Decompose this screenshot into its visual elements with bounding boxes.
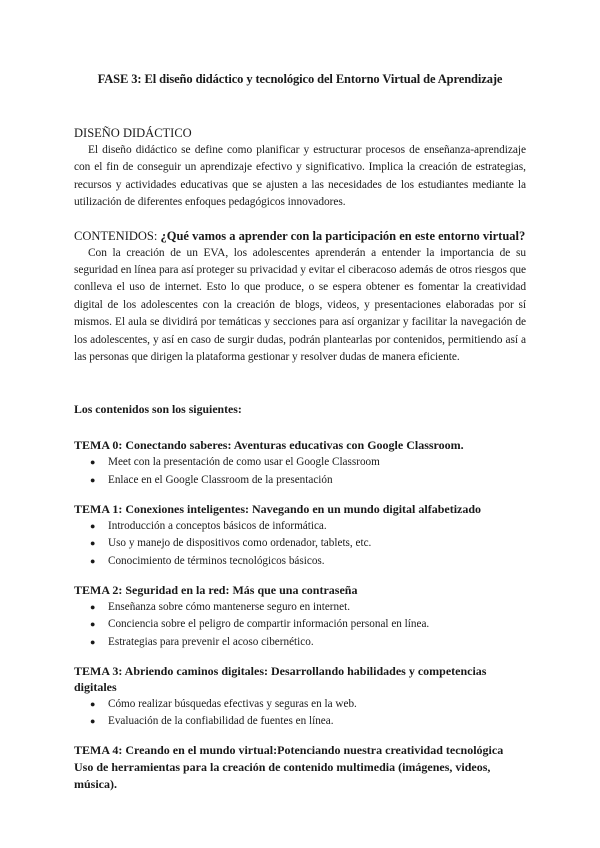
- bullet-icon: ●: [90, 636, 96, 647]
- contenidos-paragraph: Con la creación de un EVA, los adolescentes aprenderán a entender la importancia de su seguridad en línea para así proteger su privacidad y evitar el ciberacoso además de otros riesgos que conlleva el uso de internet. Esto lo que produce, o se espera obtener es fomentar la creatividad digital de los adolescentes con la creación de blogs, videos, y presentaciones elaboradas por sí mismos. El aula se dividirá por temáticas y secciones para así organizar y facilitar la navegación de los adolescentes, y así en caso de surgir dudas, podrán plantearlas por contenidos, permitiendo así a las personas que dirigen la plataforma gestionar y resolver dudas de manera eficiente.: [74, 246, 526, 364]
- tema-1-list: [74, 518, 526, 570]
- tema-3: [74, 663, 526, 731]
- bullet-icon: ●: [90, 601, 96, 612]
- list-item: [90, 553, 526, 570]
- list-intro: Los contenidos son los siguientes:: [74, 402, 242, 417]
- tema-2: [74, 582, 526, 651]
- bullet-icon: ●: [90, 521, 96, 532]
- list-item: [90, 518, 526, 535]
- tema-0-title: TEMA 0: Conectando saberes: Aventuras educativas con Google Classroom.: [74, 438, 464, 453]
- tema-1-title: TEMA 1: Conexiones inteligentes: Navegando en un mundo digital alfabetizado: [74, 502, 482, 517]
- document-page: [74, 72, 526, 804]
- contenidos-heading-label: CONTENIDOS:: [74, 228, 158, 243]
- bullet-icon: ●: [90, 474, 96, 485]
- tema-0-list: [74, 454, 526, 489]
- contenidos-heading: [74, 228, 526, 245]
- diseno-section: [74, 125, 526, 212]
- tema-4: [74, 742, 526, 792]
- document-title: FASE 3: El diseño didáctico y tecnológico del Entorno Virtual de Aprendizaje: [97, 72, 503, 86]
- tema-4-title: TEMA 4: Creando en el mundo virtual:Potenciando nuestra creatividad tecnológica: [74, 743, 504, 758]
- bullet-icon: ●: [90, 716, 96, 727]
- diseno-paragraph: El diseño didáctico se define como planificar y estructurar procesos de enseñanza-aprendizaje con el fin de conseguir un aprendizaje efectivo y significativo. Implica la creación de estrategias, recursos y actividades educativas que se ajusten a las necesidades de los estudiantes mediante la utilización de diferentes enfoques pedagógicos innovadores.: [74, 144, 526, 209]
- list-item: [90, 472, 526, 489]
- list-item-text: Conciencia sobre el peligro de compartir información personal en línea.: [108, 618, 430, 631]
- list-item: [90, 535, 526, 552]
- tema-0: [74, 437, 526, 489]
- bullet-icon: ●: [90, 698, 96, 709]
- diseno-heading: DISEÑO DIDÁCTICO: [74, 126, 192, 140]
- list-item-text: Meet con la presentación de como usar el Google Classroom: [108, 456, 380, 469]
- tema-3-title: TEMA 3: Abriendo caminos digitales: Desarrollando habilidades y competencias digitales: [74, 663, 487, 694]
- list-item-text: Introducción a conceptos básicos de informática.: [108, 520, 327, 533]
- list-item: [90, 713, 526, 730]
- tema-2-list: [74, 599, 526, 651]
- list-item-text: Cómo realizar búsquedas efectivas y seguras en la web.: [108, 697, 357, 710]
- tema-2-title: TEMA 2: Seguridad en la red: Más que una contraseña: [74, 582, 358, 597]
- bullet-icon: ●: [90, 619, 96, 630]
- list-item-text: Uso y manejo de dispositivos como ordenador, tablets, etc.: [108, 537, 372, 550]
- tema-4-subtitle: Uso de herramientas para la creación de contenido multimedia (imágenes, videos, música).: [74, 760, 491, 791]
- tema-1: [74, 501, 526, 570]
- list-item: [90, 616, 526, 633]
- bullet-icon: ●: [90, 555, 96, 566]
- list-item-text: Enseñanza sobre cómo mantenerse seguro en internet.: [108, 600, 350, 613]
- list-item-text: Estrategias para prevenir el acoso cibernético.: [108, 635, 314, 648]
- list-item-text: Evaluación de la confiabilidad de fuentes en línea.: [108, 715, 334, 728]
- list-item-text: Enlace en el Google Classroom de la presentación: [108, 473, 333, 486]
- list-item: [90, 634, 526, 651]
- list-item: [90, 599, 526, 616]
- bullet-icon: ●: [90, 457, 96, 468]
- list-item: [90, 454, 526, 471]
- contenidos-section: [74, 228, 526, 367]
- bullet-icon: ●: [90, 538, 96, 549]
- list-item-text: Conocimiento de términos tecnológicos básicos.: [108, 554, 325, 567]
- contenidos-heading-question: ¿Qué vamos a aprender con la participación en este entorno virtual?: [160, 228, 526, 243]
- list-item: [90, 696, 526, 713]
- tema-3-list: [74, 696, 526, 731]
